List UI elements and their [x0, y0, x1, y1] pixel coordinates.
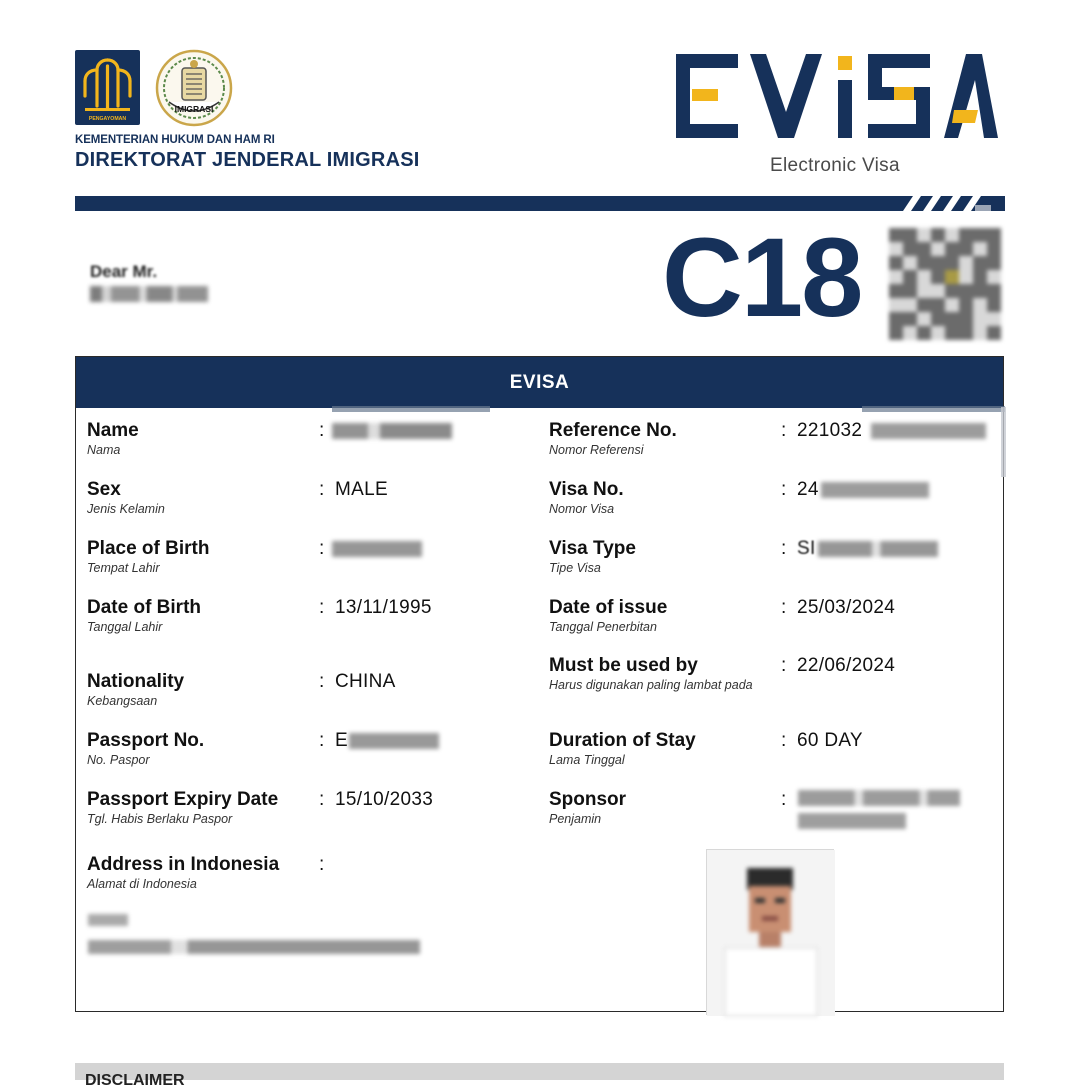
field-passport-expiry-label: Passport Expiry Date — [87, 789, 279, 810]
scan-smear — [1001, 407, 1006, 477]
redacted-passport-value — [349, 733, 439, 749]
header-rule — [75, 196, 1005, 211]
field-dob-value: 13/11/1995 — [335, 597, 432, 618]
field-colon: : — [781, 789, 787, 810]
field-colon: : — [319, 854, 325, 875]
field-sponsor-label: Sponsor — [549, 789, 627, 810]
field-colon: : — [319, 479, 325, 500]
greeting-text: Dear Mr. — [90, 262, 158, 281]
disclaimer-heading: DISCLAIMER — [85, 1072, 185, 1089]
field-address-sublabel: Alamat di Indonesia — [87, 877, 197, 891]
redacted-sponsor-line1 — [798, 790, 960, 806]
field-dob-sublabel: Tanggal Lahir — [87, 620, 163, 634]
qr-code-icon — [889, 228, 1001, 340]
field-visa-no-label: Visa No. — [549, 479, 624, 500]
redacted-birthplace-value — [332, 541, 422, 557]
redacted-address-line2 — [88, 940, 420, 954]
field-colon: : — [319, 420, 325, 441]
disclaimer-section — [75, 1063, 1004, 1089]
scan-smear — [862, 406, 1005, 412]
field-address-label: Address in Indonesia — [87, 854, 280, 875]
brand-subtitle: Electronic Visa — [770, 155, 900, 176]
field-colon: : — [319, 789, 325, 810]
field-sex-sublabel: Jenis Kelamin — [87, 502, 165, 516]
field-issue-date-sublabel: Tanggal Penerbitan — [549, 620, 657, 634]
field-reference-sublabel: Nomor Referensi — [549, 443, 644, 457]
field-must-use-value: 22/06/2024 — [797, 655, 896, 676]
field-colon: : — [319, 597, 325, 618]
field-colon: : — [781, 655, 787, 676]
field-birthplace-label: Place of Birth — [87, 538, 210, 559]
evisa-details-card — [75, 356, 1004, 1012]
field-must-use-label: Must be used by — [549, 655, 698, 676]
field-sponsor-sublabel: Penjamin — [549, 812, 602, 826]
field-dob-label: Date of Birth — [87, 597, 201, 618]
field-visa-type-label: Visa Type — [549, 538, 636, 559]
field-visa-no-value: 24 — [797, 479, 819, 500]
field-colon: : — [781, 538, 787, 559]
field-colon: : — [319, 671, 325, 692]
scan-smear — [332, 406, 490, 412]
field-visa-type-sublabel: Tipe Visa — [549, 561, 601, 575]
field-reference-value: 221032 — [797, 420, 863, 441]
visa-code: C18 — [662, 215, 862, 340]
field-colon: : — [319, 730, 325, 751]
redacted-visa-type-value — [818, 541, 938, 557]
field-name-sublabel: Nama — [87, 443, 121, 457]
field-duration-label: Duration of Stay — [549, 730, 696, 751]
field-duration-sublabel: Lama Tinggal — [549, 753, 625, 767]
field-passport-value: E — [335, 730, 348, 751]
field-duration-value: 60 DAY — [797, 730, 863, 751]
directorate-name: DIREKTORAT JENDERAL IMIGRASI — [75, 149, 420, 171]
field-reference-label: Reference No. — [549, 420, 677, 441]
redacted-reference-value — [871, 423, 986, 439]
field-must-use-sublabel: Harus digunakan paling lambat pada — [549, 678, 753, 692]
field-birthplace-sublabel: Tempat Lahir — [87, 561, 160, 575]
field-colon: : — [781, 479, 787, 500]
pengayoman-emblem-icon — [75, 50, 140, 125]
ministry-name: KEMENTERIAN HUKUM DAN HAM RI — [75, 134, 275, 146]
field-sex-label: Sex — [87, 479, 121, 500]
field-colon: : — [781, 730, 787, 751]
redacted-name-value — [332, 423, 452, 439]
logo-right-caption: IMIGRASI — [174, 104, 214, 114]
field-nationality-value: CHINA — [335, 671, 396, 692]
field-issue-date-value: 25/03/2024 — [797, 597, 896, 618]
field-name-label: Name — [87, 420, 139, 441]
field-nationality-sublabel: Kebangsaan — [87, 694, 158, 708]
field-passport-expiry-sublabel: Tgl. Habis Berlaku Paspor — [87, 812, 233, 826]
field-colon: : — [781, 420, 787, 441]
redacted-holder-name — [90, 286, 208, 302]
field-nationality-label: Nationality — [87, 671, 185, 692]
redacted-visa-no-value — [821, 482, 929, 498]
field-colon: : — [319, 538, 325, 559]
field-colon: : — [781, 597, 787, 618]
card-title: EVISA — [76, 357, 1003, 408]
field-passport-expiry-value: 15/10/2033 — [335, 789, 434, 810]
field-visa-type-value: SI — [797, 538, 816, 559]
field-passport-sublabel: No. Paspor — [87, 753, 150, 767]
field-passport-label: Passport No. — [87, 730, 205, 751]
holder-photo — [706, 849, 834, 1015]
field-issue-date-label: Date of issue — [549, 597, 668, 618]
logo-left-caption: PENGAYOMAN — [88, 116, 127, 122]
imigrasi-seal-icon — [153, 48, 235, 128]
redacted-address-line1 — [88, 914, 128, 926]
field-sex-value: MALE — [335, 479, 388, 500]
redacted-sponsor-line2 — [798, 813, 906, 829]
field-visa-no-sublabel: Nomor Visa — [549, 502, 615, 516]
evisa-brand-logo — [672, 50, 1002, 142]
